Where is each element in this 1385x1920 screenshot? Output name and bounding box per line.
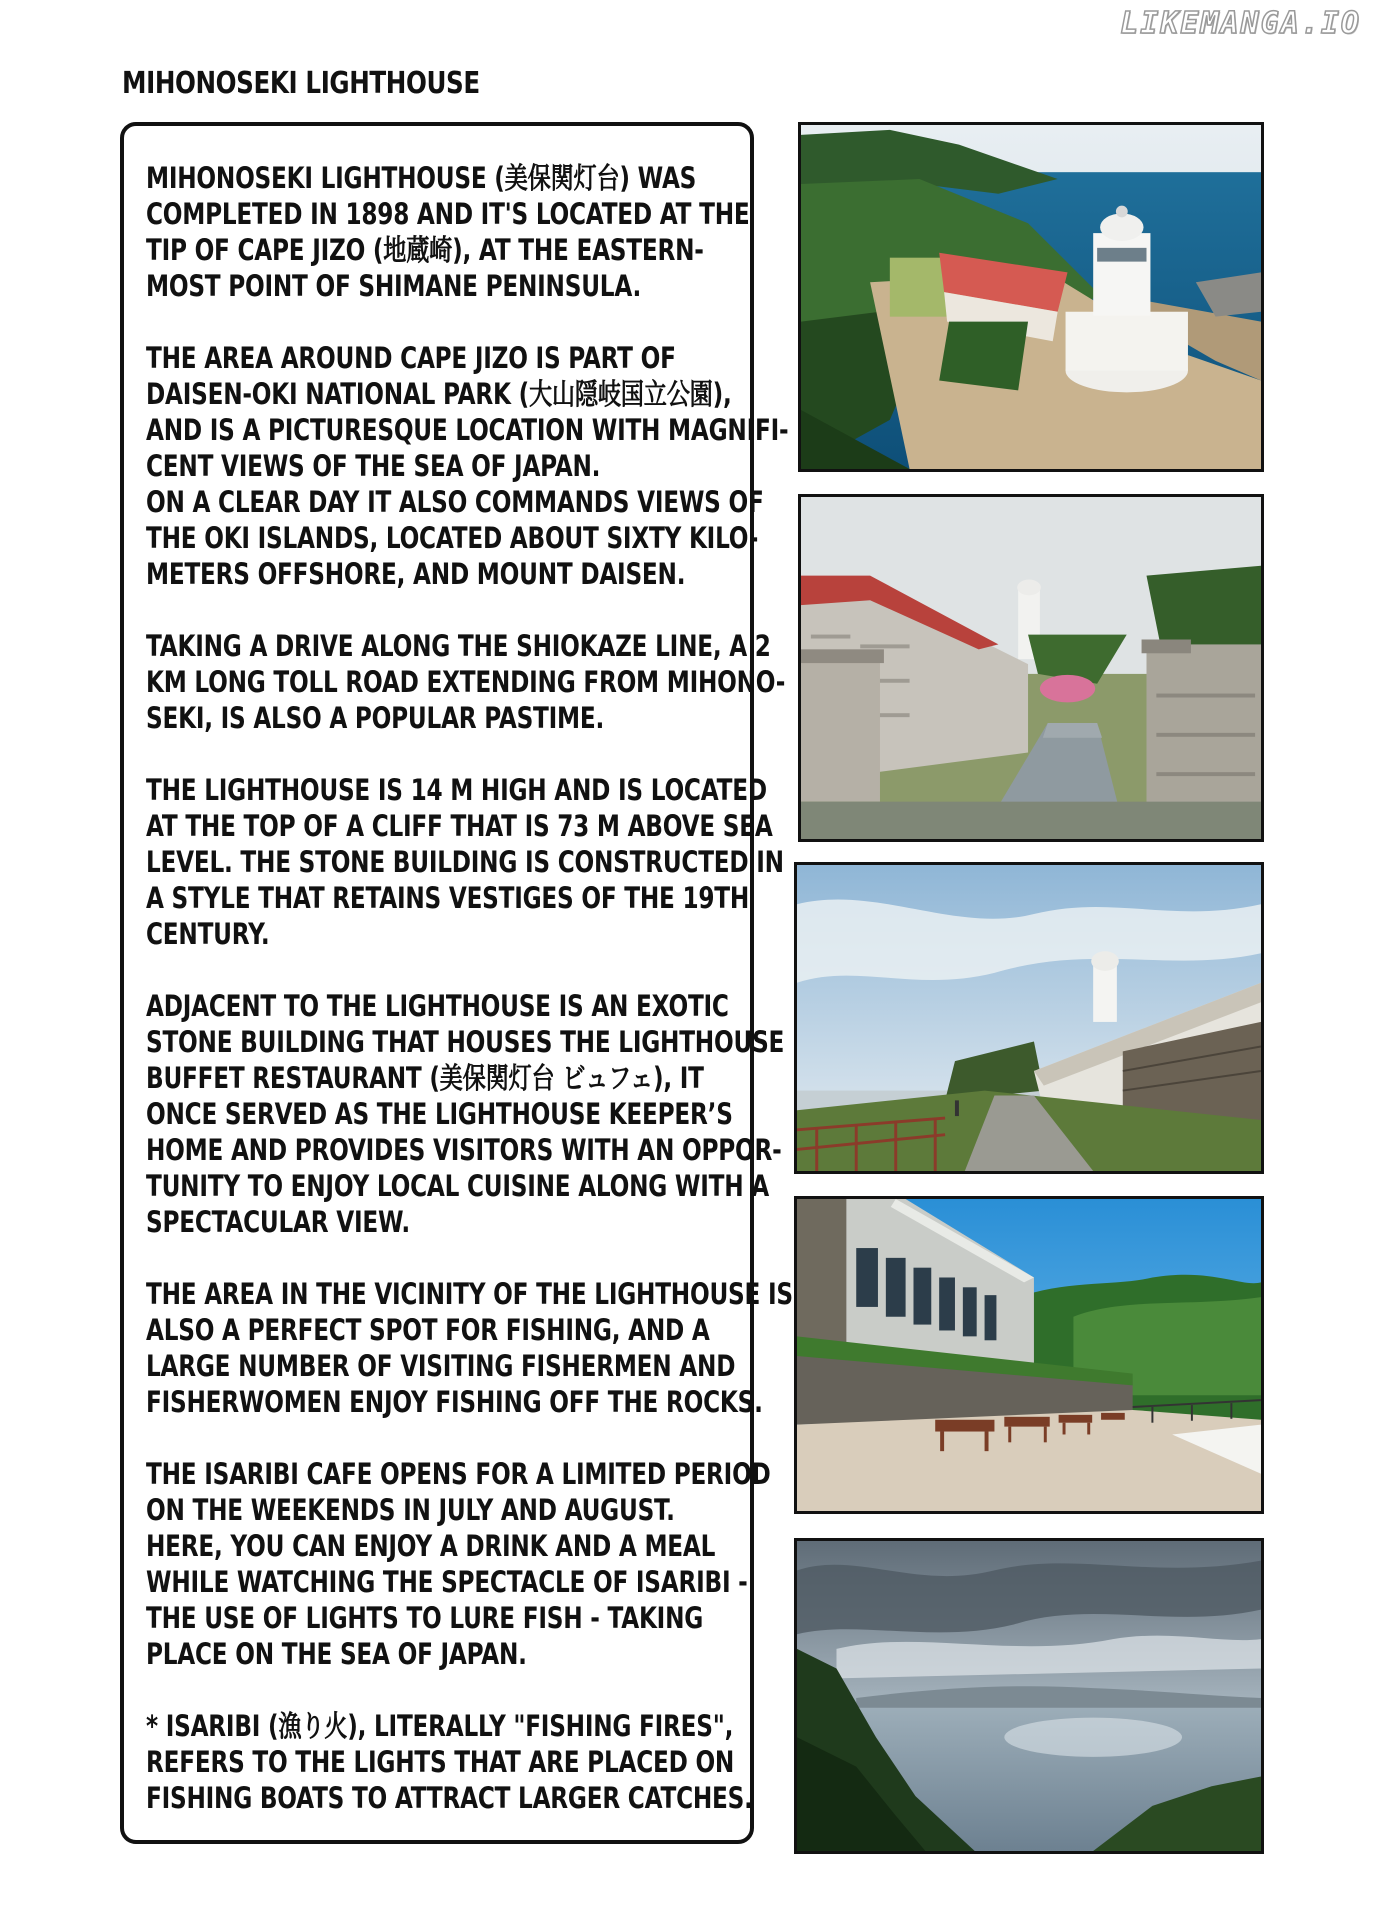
paragraph-line: TAKING A DRIVE ALONG THE SHIOKAZE LINE, A 2 (146, 629, 771, 663)
photo-path-to-lighthouse (798, 494, 1264, 842)
paragraph-line: STONE BUILDING THAT HOUSES THE LIGHTHOUSE (146, 1025, 785, 1059)
paragraph-line: ON THE WEEKENDS IN JULY AND AUGUST. (146, 1493, 675, 1527)
paragraph-line: THE ISARIBI CAFE OPENS FOR A LIMITED PERIOD (146, 1457, 771, 1491)
paragraph-line: AND IS A PICTURESQUE LOCATION WITH MAGNIFI- (146, 413, 789, 447)
paragraph-line: METERS OFFSHORE, AND MOUNT DAISEN. (146, 557, 686, 591)
paragraph (146, 988, 785, 1240)
paragraph (146, 628, 786, 736)
paragraph-line: WHILE WATCHING THE SPECTACLE OF ISARIBI - (146, 1565, 748, 1599)
paragraph-line: THE AREA AROUND CAPE JIZO IS PART OF (146, 341, 676, 375)
paragraph-line: MOST POINT OF SHIMANE PENINSULA. (146, 269, 642, 303)
paragraph-line: THE USE OF LIGHTS TO LURE FISH - TAKING (146, 1601, 704, 1635)
paragraph-line: CENTURY. (146, 917, 270, 951)
paragraph (146, 160, 750, 304)
paragraph-line: A STYLE THAT RETAINS VESTIGES OF THE 19TH (146, 881, 750, 915)
paragraph-line: * ISARIBI (漁り火), LITERALLY "FISHING FIRES", (146, 1709, 734, 1743)
paragraph-line: FISHERWOMEN ENJOY FISHING OFF THE ROCKS. (146, 1385, 763, 1419)
paragraph-line: HOME AND PROVIDES VISITORS WITH AN OPPOR- (146, 1133, 782, 1167)
paragraph-line: TUNITY TO ENJOY LOCAL CUISINE ALONG WITH A (146, 1169, 769, 1203)
paragraph-line: MIHONOSEKI LIGHTHOUSE (美保関灯台) WAS (146, 161, 697, 195)
photo-sea-view (794, 1538, 1264, 1854)
site-watermark: LIKEMANGA.IO (1120, 6, 1361, 41)
text-column (146, 160, 793, 1852)
paragraph-line: DAISEN-OKI NATIONAL PARK (大山隠岐国立公園), (146, 377, 732, 411)
paragraph-line: THE OKI ISLANDS, LOCATED ABOUT SIXTY KILO- (146, 521, 759, 555)
paragraph-line: CENT VIEWS OF THE SEA OF JAPAN. (146, 449, 601, 483)
paragraph-line: AT THE TOP OF A CLIFF THAT IS 73 M ABOVE SEA (146, 809, 773, 843)
text-panel (120, 122, 793, 1844)
photo-restaurant-benches (794, 1196, 1264, 1514)
paragraph-line: BUFFET RESTAURANT (美保関灯台 ビュフェ), IT (146, 1061, 704, 1095)
paragraph-line: SPECTACULAR VIEW. (146, 1205, 410, 1239)
paragraph-line: LARGE NUMBER OF VISITING FISHERMEN AND (146, 1349, 736, 1383)
paragraph-line: PLACE ON THE SEA OF JAPAN. (146, 1637, 527, 1671)
page-title: MIHONOSEKI LIGHTHOUSE (122, 66, 480, 101)
paragraph (146, 340, 789, 592)
paragraph (146, 1708, 753, 1816)
paragraph-line: TIP OF CAPE JIZO (地蔵崎), AT THE EASTERN- (146, 233, 704, 267)
paragraph (146, 1276, 793, 1420)
paragraph-line: LEVEL. THE STONE BUILDING IS CONSTRUCTED IN (146, 845, 784, 879)
paragraph-line: ADJACENT TO THE LIGHTHOUSE IS AN EXOTIC (146, 989, 729, 1023)
paragraph-line: ALSO A PERFECT SPOT FOR FISHING, AND A (146, 1313, 710, 1347)
photo-walkway-railing (794, 862, 1264, 1174)
paragraph-line: THE AREA IN THE VICINITY OF THE LIGHTHOUSE IS (146, 1277, 793, 1311)
photo-aerial-lighthouse (798, 122, 1264, 472)
paragraph-line: KM LONG TOLL ROAD EXTENDING FROM MIHONO- (146, 665, 786, 699)
paragraph (146, 1456, 771, 1672)
paragraph-line: ONCE SERVED AS THE LIGHTHOUSE KEEPER’S (146, 1097, 733, 1131)
paragraph-line: SEKI, IS ALSO A POPULAR PASTIME. (146, 701, 605, 735)
paragraph-line: THE LIGHTHOUSE IS 14 M HIGH AND IS LOCATED (146, 773, 767, 807)
paragraph-line: ON A CLEAR DAY IT ALSO COMMANDS VIEWS OF (146, 485, 764, 519)
paragraph-line: COMPLETED IN 1898 AND IT'S LOCATED AT THE (146, 197, 750, 231)
paragraph-line: REFERS TO THE LIGHTS THAT ARE PLACED ON (146, 1745, 735, 1779)
paragraph-line: FISHING BOATS TO ATTRACT LARGER CATCHES. (146, 1781, 753, 1815)
paragraph (146, 772, 784, 952)
paragraph-line: HERE, YOU CAN ENJOY A DRINK AND A MEAL (146, 1529, 716, 1563)
